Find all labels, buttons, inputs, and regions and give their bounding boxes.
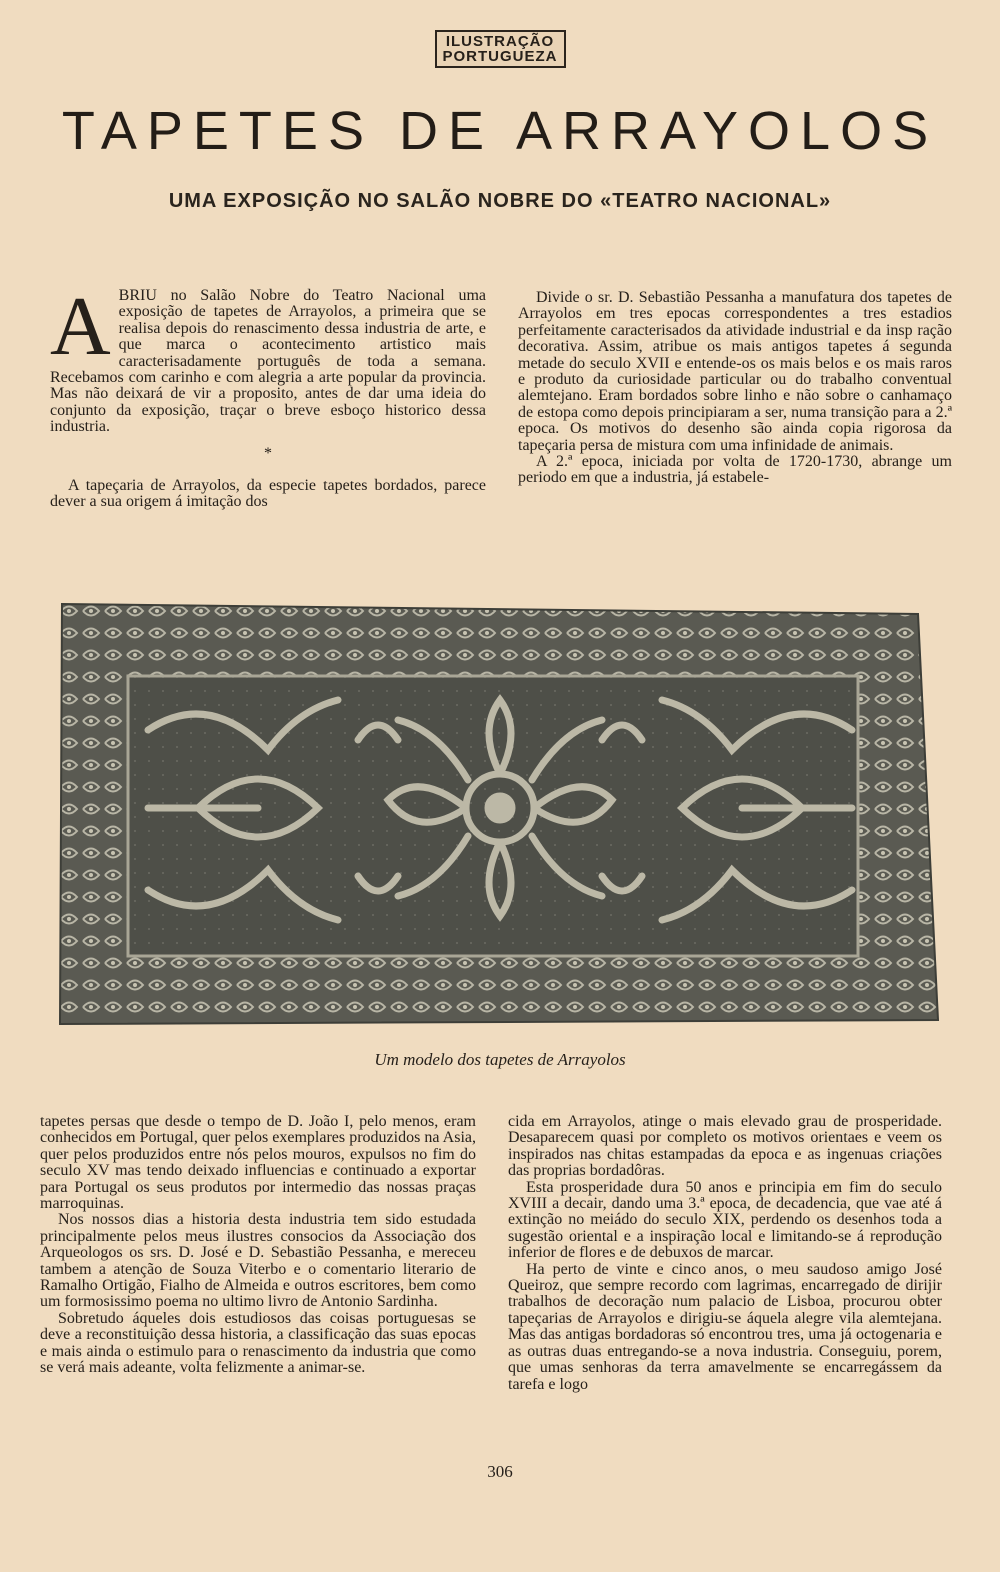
paragraph: Ha perto de vinte e cinco anos, o meu saudoso amigo José Queiroz, que sempre recordo com lagrimas, encarregado de dirijir trabalhos de decoração num palacio de Lisboa, procurou obter tapeçarias de Arrayolos e dirigiu-se áquela alegre vila alemtejana. Mas das antigas bordadoras só encontrou tres, uma já octogenaria e as outras duas entregando-se a nova industria. Conseguiu, porem, que umas senhoras da terra amavelmente se encarregássem da tarefa e logo: [508, 1260, 942, 1393]
paragraph: A tapeçaria de Arrayolos, da especie tapetes bordados, parece dever a sua origem á imitação dos: [50, 477, 486, 511]
masthead-logo: [0, 30, 1000, 68]
image-caption: Um modelo dos tapetes de Arrayolos: [374, 1050, 626, 1069]
intro-paragraph: [50, 280, 486, 436]
drop-cap: A: [50, 280, 111, 373]
masthead-line1: ILUSTRAÇÃO: [445, 33, 555, 50]
upper-right-column: [518, 290, 952, 487]
paragraph: tapetes persas que desde o tempo de D. João I, pelo menos, eram conhecidos em Portugal, quer pelos exemplares produzidos na Asia, quer pelos produzidos entre nós pelos mouros, expulsos no fim do seculo XV mas tendo deixado influencias e continuado a exportar para Portugal os seus produtos por intermedio das nossas praças marroquinas.: [40, 1113, 476, 1213]
article-title: TAPETES DE ARRAYOLOS: [61, 101, 939, 161]
paragraph: A 2.ª epoca, iniciada por volta de 1720-1730, abrange um periodo em que a industria, já estabele-: [518, 453, 952, 487]
intro-text: BRIU no Salão Nobre do Teatro Nacional uma exposição de tapetes de Arrayolos, a primeira que se realisa depois do renascimento dessa industria de arte, e que marca o acontecimento artistico mais caracterisadamente português de toda a semana. Recebamos com carinho e com alegria a arte popular da provincia. Mas não deixará de vir a proposito, antes de dar uma ideia do conjunto da exposição, traçar o breve esboço historico dessa industria.: [50, 287, 486, 436]
page-number: 306: [487, 1462, 513, 1481]
masthead-line2: PORTUGUEZA: [442, 48, 558, 65]
upper-left-column: [50, 280, 486, 511]
lower-right-column: [508, 1114, 942, 1393]
paragraph: Sobretudo áqueles dois estudiosos das coisas portuguesas se deve a reconstituição dessa historia, a classificação das suas epocas e mais ainda o estimulo para o renascimento da industria que como se verá mais adeante, volta felizmente a animar-se.: [40, 1309, 476, 1377]
section-separator: *: [264, 444, 272, 462]
paragraph: Esta prosperidade dura 50 anos e principia em fim do seculo XVIII a decair, dando uma 3.ª epoca, de decadencia, que vae até á extinção no meiádo do seculo XIX, perdendo os desenhos toda a sugestão oriental e a inspiração local e limitando-se á reprodução inferior de flores e de debuxos de marcar.: [508, 1178, 942, 1262]
rug-photograph: [58, 600, 943, 1030]
paragraph: cida em Arrayolos, atinge o mais elevado grau de prosperidade. Desaparecem quasi por completo os motivos orientaes e veem os inspirados nas chitas estampadas da epoca e as ingenuas criações das proprias bordadôras.: [508, 1113, 942, 1180]
rug-image: [58, 600, 943, 1030]
article-subtitle: UMA EXPOSIÇÃO NO SALÃO NOBRE DO «TEATRO NACIONAL»: [168, 190, 832, 212]
paragraph: Nos nossos dias a historia desta industria tem sido estudada principalmente pelos meus ilustres consocios da Associação dos Arqueologos os srs. D. José e D. Sebastião Pessanha, e mereceu tambem a atenção de Souza Viterbo e o comentario literario de Ramalho Ortigão, Fialho de Almeida e outros escritores, bem como um formosissimo poema no ultimo livro de Antonio Sardinha.: [40, 1211, 476, 1311]
paragraph: Divide o sr. D. Sebastião Pessanha a manufatura dos tapetes de Arrayolos em tres epocas correspondentes a tres estadios perfeitamente caracterisados da atividade industrial e da insp ração decorativa. Assim, atribue os mais antigos tapetes á segunda metade do seculo XVII e entende-os os mais belos e os mais raros e produto da curiosidade particular ou do trabalho conventual alemtejano. Eram bordados sobre linho e não sobre o canhamaço de estopa como depois principiaram a ser, numa transição para a 2.ª epoca. Os motivos do desenho são ainda copia rigorosa da tapeçaria persa de mistura com uma infinidade de animais.: [518, 289, 952, 454]
lower-left-column: [40, 1114, 476, 1377]
